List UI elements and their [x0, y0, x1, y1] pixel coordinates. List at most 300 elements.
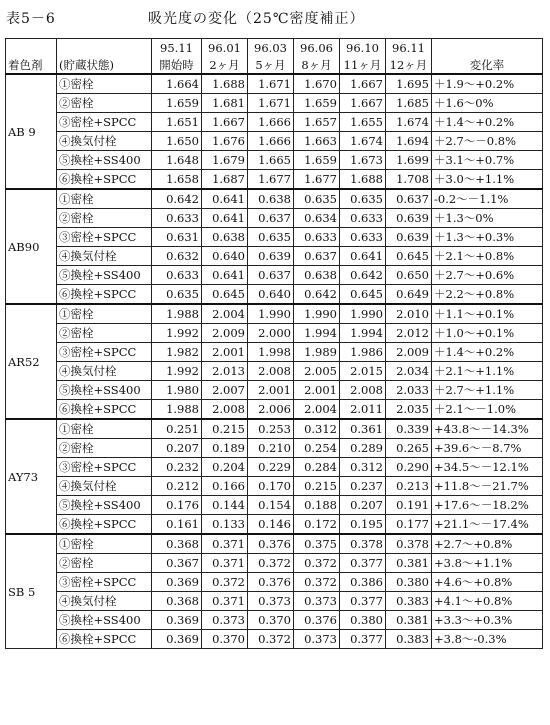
- absorbance-value: 1.657: [294, 113, 340, 132]
- table-row: [6, 458, 543, 477]
- absorbance-value: 1.667: [340, 94, 386, 113]
- absorbance-value: 0.371: [202, 554, 248, 573]
- change-rate: ＋1.3～0%: [432, 209, 543, 228]
- absorbance-value: 0.372: [248, 554, 294, 573]
- absorbance-value: 0.210: [248, 439, 294, 458]
- change-rate: +11.8～－21.7%: [432, 477, 543, 496]
- absorbance-value: 1.992: [152, 324, 202, 343]
- storage-condition: ④換気付栓: [57, 592, 152, 611]
- table-row: [6, 611, 543, 630]
- change-rate: ＋2.2～+0.8%: [432, 285, 543, 305]
- table-row: [6, 343, 543, 362]
- absorbance-value: 0.373: [202, 611, 248, 630]
- absorbance-value: 1.990: [294, 304, 340, 324]
- absorbance-value: 0.641: [340, 247, 386, 266]
- header-colorant: 着色剤: [6, 39, 57, 75]
- absorbance-value: 0.368: [152, 592, 202, 611]
- absorbance-value: 1.659: [294, 151, 340, 170]
- absorbance-value: 0.376: [294, 611, 340, 630]
- absorbance-value: 1.988: [152, 400, 202, 420]
- absorbance-value: 2.034: [386, 362, 432, 381]
- absorbance-value: 1.676: [202, 132, 248, 151]
- storage-condition: ⑥換栓+SPCC: [57, 515, 152, 535]
- absorbance-value: 0.312: [294, 419, 340, 439]
- absorbance-value: 0.635: [294, 189, 340, 209]
- absorbance-value: 2.008: [202, 400, 248, 420]
- absorbance-value: 1.659: [294, 94, 340, 113]
- absorbance-value: 0.339: [386, 419, 432, 439]
- header-row-dates: [6, 39, 543, 58]
- storage-condition: ②密栓: [57, 324, 152, 343]
- storage-condition: ⑤換栓+SS400: [57, 611, 152, 630]
- change-rate: +3.3～+0.3%: [432, 611, 543, 630]
- absorbance-value: 2.007: [202, 381, 248, 400]
- storage-condition: ②密栓: [57, 554, 152, 573]
- change-rate: +43.8～－14.3%: [432, 419, 543, 439]
- absorbance-value: 0.172: [294, 515, 340, 535]
- absorbance-value: 2.011: [340, 400, 386, 420]
- absorbance-value: 0.212: [152, 477, 202, 496]
- table-row: [6, 209, 543, 228]
- change-rate: ＋1.0～+0.1%: [432, 324, 543, 343]
- absorbance-value: 1.677: [248, 170, 294, 190]
- change-rate: -0.2～－1.1%: [432, 189, 543, 209]
- table-row: [6, 304, 543, 324]
- absorbance-value: 0.378: [340, 534, 386, 554]
- absorbance-value: 1.666: [248, 132, 294, 151]
- absorbance-value: 2.000: [248, 324, 294, 343]
- change-rate: +4.1～+0.8%: [432, 592, 543, 611]
- absorbance-value: 0.372: [248, 630, 294, 649]
- absorbance-value: 0.371: [202, 534, 248, 554]
- change-rate: ＋3.0～+1.1%: [432, 170, 543, 190]
- absorbance-value: 2.010: [386, 304, 432, 324]
- storage-condition: ⑤換栓+SS400: [57, 381, 152, 400]
- absorbance-value: 0.372: [294, 573, 340, 592]
- change-rate: +34.5～－12.1%: [432, 458, 543, 477]
- absorbance-value: 1.674: [340, 132, 386, 151]
- absorbance-value: 1.666: [248, 113, 294, 132]
- absorbance-value: 1.688: [202, 74, 248, 94]
- absorbance-value: 1.648: [152, 151, 202, 170]
- colorant-name: SB 5: [6, 534, 57, 649]
- table-header: [6, 39, 543, 75]
- change-rate: ＋2.1～－1.0%: [432, 400, 543, 420]
- absorbance-value: 0.207: [152, 439, 202, 458]
- absorbance-value: 0.368: [152, 534, 202, 554]
- absorbance-value: 0.377: [340, 592, 386, 611]
- absorbance-value: 0.632: [152, 247, 202, 266]
- absorbance-value: 0.641: [202, 189, 248, 209]
- storage-condition: ④換気付栓: [57, 247, 152, 266]
- absorbance-value: 1.986: [340, 343, 386, 362]
- absorbance-value: 2.013: [202, 362, 248, 381]
- absorbance-value: 0.369: [152, 630, 202, 649]
- table-row: [6, 324, 543, 343]
- absorbance-value: 0.133: [202, 515, 248, 535]
- absorbance-value: 0.177: [386, 515, 432, 535]
- change-rate: ＋2.7～+0.6%: [432, 266, 543, 285]
- table-row: [6, 228, 543, 247]
- colorant-group: [6, 304, 543, 419]
- absorbance-value: 0.154: [248, 496, 294, 515]
- absorbance-value: 1.671: [248, 94, 294, 113]
- absorbance-value: 2.009: [202, 324, 248, 343]
- absorbance-value: 0.170: [248, 477, 294, 496]
- absorbance-value: 0.633: [152, 266, 202, 285]
- table-title: 吸光度の変化（25℃密度補正）: [148, 11, 365, 27]
- table-row: [6, 630, 543, 649]
- absorbance-value: 2.033: [386, 381, 432, 400]
- table-row: [6, 573, 543, 592]
- absorbance-value: 0.369: [152, 573, 202, 592]
- change-rate: ＋1.4～+0.2%: [432, 343, 543, 362]
- absorbance-value: 1.685: [386, 94, 432, 113]
- change-rate: ＋2.1～+0.8%: [432, 247, 543, 266]
- absorbance-value: 0.380: [386, 573, 432, 592]
- table-row: [6, 132, 543, 151]
- absorbance-value: 0.383: [386, 592, 432, 611]
- absorbance-value: 0.378: [386, 534, 432, 554]
- table-row: [6, 515, 543, 535]
- absorbance-value: 1.982: [152, 343, 202, 362]
- absorbance-value: 0.191: [386, 496, 432, 515]
- absorbance-value: 0.237: [340, 477, 386, 496]
- absorbance-value: 0.634: [294, 209, 340, 228]
- absorbance-value: 0.161: [152, 515, 202, 535]
- title-row: [0, 0, 550, 36]
- absorbance-value: 0.642: [294, 285, 340, 305]
- header-change-rate: 変化率: [432, 39, 543, 75]
- absorbance-value: 0.637: [294, 247, 340, 266]
- absorbance-value: 0.637: [386, 189, 432, 209]
- absorbance-value: 1.667: [202, 113, 248, 132]
- absorbance-value: 0.635: [340, 189, 386, 209]
- storage-condition: ③密栓+SPCC: [57, 573, 152, 592]
- storage-condition: ③密栓+SPCC: [57, 343, 152, 362]
- absorbance-value: 1.699: [386, 151, 432, 170]
- change-rate: +17.6～－18.2%: [432, 496, 543, 515]
- absorbance-value: 0.370: [248, 611, 294, 630]
- absorbance-value: 0.641: [202, 209, 248, 228]
- table-row: [6, 381, 543, 400]
- storage-condition: ⑥換栓+SPCC: [57, 630, 152, 649]
- absorbance-value: 1.994: [340, 324, 386, 343]
- absorbance-value: 2.005: [294, 362, 340, 381]
- absorbance-value: 0.188: [294, 496, 340, 515]
- absorbance-value: 0.367: [152, 554, 202, 573]
- absorbance-value: 0.195: [340, 515, 386, 535]
- absorbance-value: 0.253: [248, 419, 294, 439]
- header-storage: (貯蔵状態): [57, 39, 152, 75]
- absorbance-value: 0.635: [248, 228, 294, 247]
- storage-condition: ①密栓: [57, 189, 152, 209]
- absorbance-value: 0.204: [202, 458, 248, 477]
- storage-condition: ⑥換栓+SPCC: [57, 400, 152, 420]
- colorant-name: AR52: [6, 304, 57, 419]
- table-row: [6, 400, 543, 420]
- colorant-group: [6, 534, 543, 649]
- absorbance-value: 2.015: [340, 362, 386, 381]
- absorbance-value: 0.232: [152, 458, 202, 477]
- absorbance-value: 1.659: [152, 94, 202, 113]
- absorbance-value: 0.215: [294, 477, 340, 496]
- change-rate: ＋2.7～－0.8%: [432, 132, 543, 151]
- storage-condition: ⑥換栓+SPCC: [57, 285, 152, 305]
- table-row: [6, 439, 543, 458]
- absorbance-value: 0.645: [340, 285, 386, 305]
- absorbance-value: 2.012: [386, 324, 432, 343]
- absorbance-value: 2.009: [386, 343, 432, 362]
- absorbance-value: 0.381: [386, 611, 432, 630]
- header-period-label: 2ヶ月: [202, 57, 248, 74]
- absorbance-value: 0.373: [294, 592, 340, 611]
- absorbance-value: 0.312: [340, 458, 386, 477]
- change-rate: ＋1.6～0%: [432, 94, 543, 113]
- absorbance-value: 1.990: [340, 304, 386, 324]
- storage-condition: ②密栓: [57, 439, 152, 458]
- absorbance-value: 0.376: [248, 573, 294, 592]
- absorbance-value: 0.645: [386, 247, 432, 266]
- table-row: [6, 477, 543, 496]
- absorbance-value: 1.658: [152, 170, 202, 190]
- header-period-label: 5ヶ月: [248, 57, 294, 74]
- absorbance-value: 0.176: [152, 496, 202, 515]
- absorbance-value: 0.215: [202, 419, 248, 439]
- header-period-date: 96.03: [248, 39, 294, 58]
- absorbance-value: 0.639: [386, 209, 432, 228]
- absorbance-value: 1.988: [152, 304, 202, 324]
- absorbance-value: 1.708: [386, 170, 432, 190]
- absorbance-value: 0.377: [340, 630, 386, 649]
- absorbance-value: 0.373: [248, 592, 294, 611]
- absorbance-value: 1.674: [386, 113, 432, 132]
- absorbance-value: 0.146: [248, 515, 294, 535]
- absorbance-value: 1.989: [294, 343, 340, 362]
- absorbance-value: 0.375: [294, 534, 340, 554]
- header-period-label: 開始時: [152, 57, 202, 74]
- absorbance-value: 0.638: [248, 189, 294, 209]
- absorbance-value: 0.650: [386, 266, 432, 285]
- absorbance-value: 2.001: [248, 381, 294, 400]
- absorbance-value: 1.681: [202, 94, 248, 113]
- absorbance-value: 0.144: [202, 496, 248, 515]
- storage-condition: ④換気付栓: [57, 362, 152, 381]
- absorbance-value: 0.635: [152, 285, 202, 305]
- absorbance-value: 1.664: [152, 74, 202, 94]
- absorbance-value: 1.695: [386, 74, 432, 94]
- absorbance-value: 0.642: [152, 189, 202, 209]
- absorbance-value: 1.677: [294, 170, 340, 190]
- colorant-group: [6, 74, 543, 189]
- absorbance-value: 0.369: [152, 611, 202, 630]
- absorbance-value: 1.688: [340, 170, 386, 190]
- absorbance-value: 0.370: [202, 630, 248, 649]
- absorbance-value: 1.679: [202, 151, 248, 170]
- absorbance-value: 1.992: [152, 362, 202, 381]
- absorbance-value: 0.372: [294, 554, 340, 573]
- absorbance-value: 1.650: [152, 132, 202, 151]
- absorbance-value: 0.371: [202, 592, 248, 611]
- absorbance-value: 1.994: [294, 324, 340, 343]
- absorbance-value: 0.633: [294, 228, 340, 247]
- absorbance-value: 1.670: [294, 74, 340, 94]
- colorant-group: [6, 419, 543, 534]
- storage-condition: ⑤換栓+SS400: [57, 266, 152, 285]
- absorbance-value: 1.651: [152, 113, 202, 132]
- absorbance-value: 2.035: [386, 400, 432, 420]
- absorbance-value: 2.001: [294, 381, 340, 400]
- absorbance-value: 1.667: [340, 74, 386, 94]
- absorbance-value: 1.671: [248, 74, 294, 94]
- storage-condition: ①密栓: [57, 419, 152, 439]
- absorbance-value: 0.376: [248, 534, 294, 554]
- absorbance-value: 0.380: [340, 611, 386, 630]
- change-rate: ＋1.3～+0.3%: [432, 228, 543, 247]
- absorbance-value: 0.641: [202, 266, 248, 285]
- storage-condition: ②密栓: [57, 209, 152, 228]
- absorbance-value: 0.649: [386, 285, 432, 305]
- change-rate: +2.7～+0.8%: [432, 534, 543, 554]
- storage-condition: ①密栓: [57, 534, 152, 554]
- table-row: [6, 247, 543, 266]
- absorbance-value: 2.008: [248, 362, 294, 381]
- header-period-date: 96.11: [386, 39, 432, 58]
- absorbance-value: 0.633: [340, 209, 386, 228]
- table-row: [6, 496, 543, 515]
- storage-condition: ④換気付栓: [57, 132, 152, 151]
- absorbance-value: 0.637: [248, 266, 294, 285]
- absorbance-value: 0.290: [386, 458, 432, 477]
- storage-condition: ⑤換栓+SS400: [57, 496, 152, 515]
- table-row: [6, 113, 543, 132]
- storage-condition: ③密栓+SPCC: [57, 228, 152, 247]
- change-rate: ＋3.1～+0.7%: [432, 151, 543, 170]
- absorbance-value: 1.665: [248, 151, 294, 170]
- colorant-name: AB 9: [6, 74, 57, 189]
- absorbance-value: 0.251: [152, 419, 202, 439]
- absorbance-value: 0.386: [340, 573, 386, 592]
- table-row: [6, 189, 543, 209]
- table-row: [6, 170, 543, 190]
- table-row: [6, 94, 543, 113]
- absorbance-value: 0.638: [202, 228, 248, 247]
- absorbance-value: 1.990: [248, 304, 294, 324]
- absorbance-value: 2.006: [248, 400, 294, 420]
- table-row: [6, 419, 543, 439]
- absorbance-value: 0.639: [248, 247, 294, 266]
- absorbance-value: 0.265: [386, 439, 432, 458]
- table-number: 表5－6: [6, 11, 56, 27]
- absorbance-value: 0.361: [340, 419, 386, 439]
- storage-condition: ①密栓: [57, 304, 152, 324]
- storage-condition: ③密栓+SPCC: [57, 113, 152, 132]
- change-rate: ＋1.4～+0.2%: [432, 113, 543, 132]
- absorbance-table: [5, 38, 543, 649]
- absorbance-value: 0.289: [340, 439, 386, 458]
- absorbance-value: 1.663: [294, 132, 340, 151]
- absorbance-value: 0.633: [340, 228, 386, 247]
- table-row: [6, 266, 543, 285]
- table-row: [6, 74, 543, 94]
- storage-condition: ③密栓+SPCC: [57, 458, 152, 477]
- header-period-date: 96.01: [202, 39, 248, 58]
- absorbance-value: 0.645: [202, 285, 248, 305]
- absorbance-value: 0.633: [152, 209, 202, 228]
- storage-condition: ④換気付栓: [57, 477, 152, 496]
- absorbance-value: 0.377: [340, 554, 386, 573]
- header-period-date: 95.11: [152, 39, 202, 58]
- header-period-label: 8ヶ月: [294, 57, 340, 74]
- header-period-date: 96.10: [340, 39, 386, 58]
- absorbance-value: 0.640: [202, 247, 248, 266]
- table-row: [6, 362, 543, 381]
- absorbance-value: 1.998: [248, 343, 294, 362]
- absorbance-value: 1.687: [202, 170, 248, 190]
- table-row: [6, 534, 543, 554]
- change-rate: +3.8～+1.1%: [432, 554, 543, 573]
- absorbance-value: 0.372: [202, 573, 248, 592]
- change-rate: +3.8～-0.3%: [432, 630, 543, 649]
- header-period-label: 11ヶ月: [340, 57, 386, 74]
- absorbance-value: 0.284: [294, 458, 340, 477]
- absorbance-value: 2.004: [202, 304, 248, 324]
- absorbance-value: 0.229: [248, 458, 294, 477]
- table-row: [6, 285, 543, 305]
- header-period-date: 96.06: [294, 39, 340, 58]
- change-rate: ＋2.7～+1.1%: [432, 381, 543, 400]
- absorbance-value: 0.640: [248, 285, 294, 305]
- absorbance-value: 0.642: [340, 266, 386, 285]
- change-rate: ＋1.9～+0.2%: [432, 74, 543, 94]
- absorbance-value: 0.639: [386, 228, 432, 247]
- absorbance-value: 0.631: [152, 228, 202, 247]
- absorbance-value: 0.213: [386, 477, 432, 496]
- colorant-group: [6, 189, 543, 304]
- table-row: [6, 592, 543, 611]
- absorbance-value: 2.004: [294, 400, 340, 420]
- change-rate: +21.1～－17.4%: [432, 515, 543, 535]
- storage-condition: ②密栓: [57, 94, 152, 113]
- header-period-label: 12ヶ月: [386, 57, 432, 74]
- absorbance-value: 2.008: [340, 381, 386, 400]
- absorbance-value: 1.694: [386, 132, 432, 151]
- absorbance-value: 0.166: [202, 477, 248, 496]
- absorbance-value: 0.381: [386, 554, 432, 573]
- absorbance-value: 0.189: [202, 439, 248, 458]
- change-rate: +39.6～－8.7%: [432, 439, 543, 458]
- change-rate: ＋2.1～+1.1%: [432, 362, 543, 381]
- absorbance-value: 2.001: [202, 343, 248, 362]
- absorbance-value: 0.254: [294, 439, 340, 458]
- absorbance-value: 0.383: [386, 630, 432, 649]
- table-row: [6, 151, 543, 170]
- colorant-name: AY73: [6, 419, 57, 534]
- colorant-name: AB90: [6, 189, 57, 304]
- storage-condition: ①密栓: [57, 74, 152, 94]
- change-rate: ＋1.1～+0.1%: [432, 304, 543, 324]
- absorbance-value: 1.655: [340, 113, 386, 132]
- storage-condition: ⑤換栓+SS400: [57, 151, 152, 170]
- table-row: [6, 554, 543, 573]
- change-rate: +4.6～+0.8%: [432, 573, 543, 592]
- absorbance-value: 0.373: [294, 630, 340, 649]
- absorbance-value: 1.980: [152, 381, 202, 400]
- absorbance-value: 0.207: [340, 496, 386, 515]
- storage-condition: ⑥換栓+SPCC: [57, 170, 152, 190]
- absorbance-value: 0.638: [294, 266, 340, 285]
- absorbance-value: 0.637: [248, 209, 294, 228]
